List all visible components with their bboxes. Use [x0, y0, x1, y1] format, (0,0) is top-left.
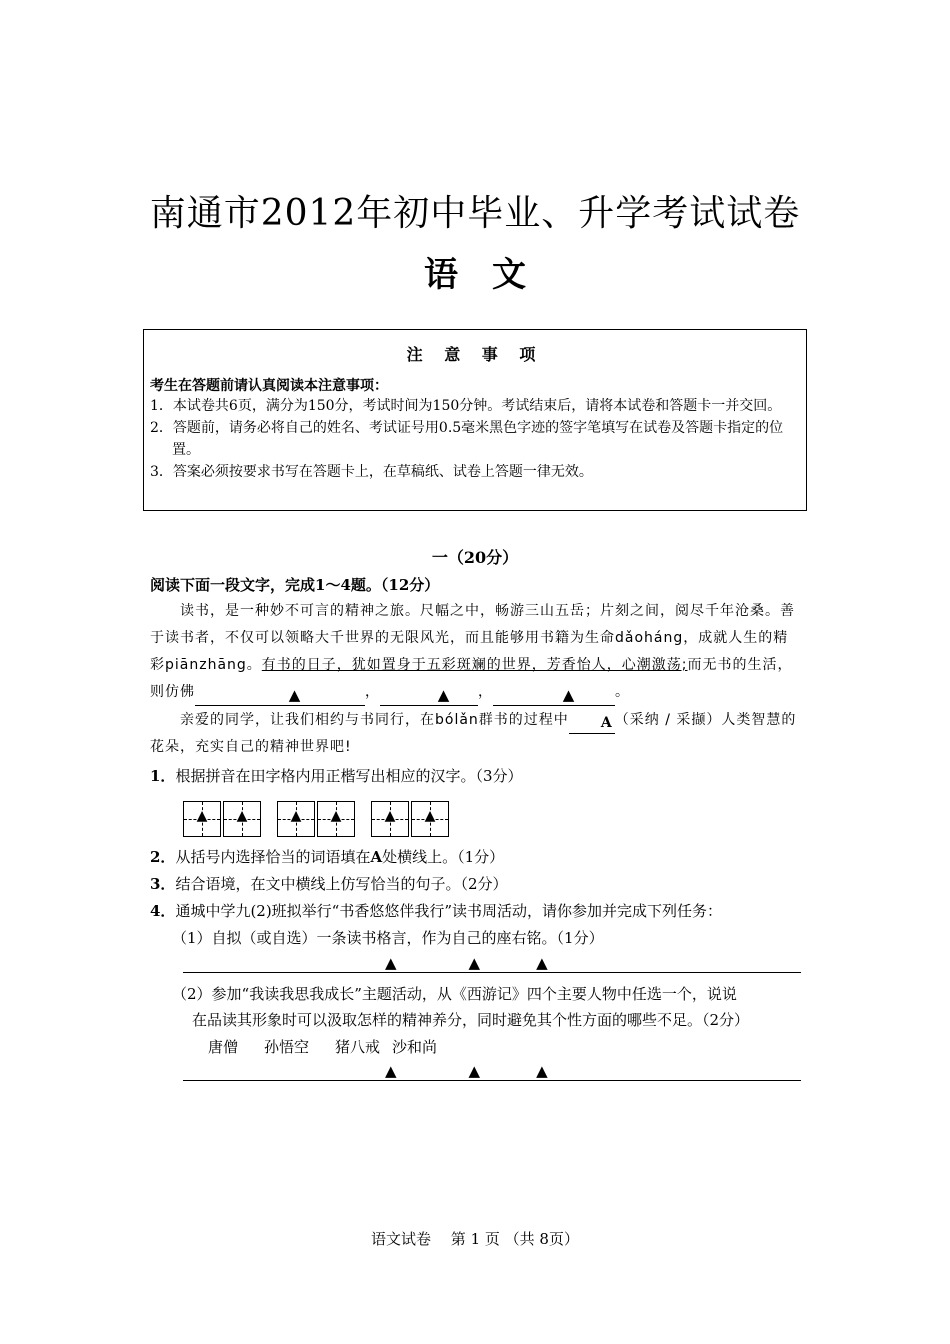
tianzige-cell[interactable] [277, 801, 315, 837]
pinyin-bolan: bólǎn [435, 712, 479, 728]
question-4-1: （1）自拟（或自选）一条读书格言，作为自己的座右铭。（1分） [172, 929, 604, 947]
passage-paragraph-2 [150, 707, 800, 761]
answer-triangle-icon: ▲ [468, 954, 481, 972]
answer-triangle-icon: ▲ [330, 808, 342, 824]
underlined-sentence: 有书的日子，犹如置身于五彩斑斓的世界，芳香怡人，心潮激荡; [261, 657, 688, 673]
notice-item: 1．本试卷共6页，满分为150分，考试时间为150分钟。考试结束后，请将本试卷和答题卡一并交回。 [150, 398, 782, 414]
answer-marks-1 [385, 954, 548, 972]
passage-text: 。 [246, 657, 262, 673]
punct: 。 [615, 684, 630, 700]
question-number: 1． [150, 767, 176, 785]
answer-triangle-icon: ▲ [290, 808, 302, 824]
question-text: 根据拼音在田字格内用正楷写出相应的汉字。（3分） [175, 767, 523, 785]
passage-text: 群书的过程中 [478, 712, 569, 728]
subject-title: 语文 [424, 255, 560, 295]
answer-triangle-icon: ▲ [536, 954, 548, 972]
question-number: 3． [150, 875, 176, 893]
question-1 [150, 765, 522, 787]
notice-heading: 注 意 事 项 [406, 345, 544, 364]
section-instruction: 阅读下面一段文字，完成1～4题。（12分） [150, 576, 440, 594]
answer-line-2[interactable] [183, 1080, 801, 1081]
question-text: 通城中学九(2)班拟举行“书香悠悠伴我行”读书周活动，请你参加并完成下列任务： [175, 902, 723, 920]
passage-paragraph-1 [150, 598, 800, 706]
passage-text: （采纳 / 采撷）人类智慧的花朵，充实自己的精神世界吧! [150, 712, 797, 755]
question-text: A [370, 848, 383, 866]
section-heading: 一（20分） [431, 548, 519, 567]
passage-text: 亲爱的同学，让我们相约与书同行，在 [180, 712, 435, 728]
fill-blank-a[interactable]: A [569, 713, 615, 734]
tianzige-cell[interactable] [411, 801, 449, 837]
page-footer: 语文试卷 第 1 页 （共 8页） [371, 1230, 579, 1248]
notice-box [143, 329, 807, 511]
tianzige-group [183, 801, 449, 837]
pinyin-daohang: dǎoháng [615, 630, 684, 646]
question-number: 2． [150, 848, 176, 866]
answer-triangle-icon: ▲ [468, 1062, 481, 1080]
character-option: 沙和尚 [392, 1038, 438, 1056]
notice-item: 3．答案必须按要求书写在答题卡上，在草稿纸、试卷上答题一律无效。 [150, 464, 593, 480]
fill-blank-3[interactable] [493, 685, 615, 706]
answer-triangle-icon: ▲ [536, 1062, 548, 1080]
punct: ， [478, 684, 493, 700]
question-number: 4． [150, 902, 176, 920]
notice-lead: 考生在答题前请认真阅读本注意事项： [150, 378, 388, 394]
answer-triangle-icon: ▲ [562, 686, 576, 704]
answer-triangle-icon: ▲ [384, 808, 396, 824]
question-text: 从括号内选择恰当的词语填在 [175, 848, 371, 866]
answer-triangle-icon: ▲ [437, 686, 451, 704]
answer-triangle-icon: ▲ [385, 954, 397, 972]
exam-title: 南通市2012年初中毕业、升学考试试卷 [149, 193, 801, 234]
passage-text: 读书，是一种妙不可言的精神之旅。尺幅之中，畅游三山五岳；片刻之间，阅尽千年沧桑。善于读书者，不仅可以领略大千世界的无限风光，而且能够用书籍为生命 [150, 603, 795, 646]
character-option: 孙悟空 [264, 1038, 310, 1056]
pinyin-pianzhang: piānzhāng [165, 657, 247, 673]
character-list [208, 1036, 437, 1058]
question-3 [150, 873, 507, 895]
tianzige-cell[interactable] [223, 801, 261, 837]
tianzige-cell[interactable] [317, 801, 355, 837]
tianzige-cell[interactable] [371, 801, 409, 837]
question-4-2-line1: （2）参加“我读我思我成长”主题活动，从《西游记》四个主要人物中任选一个，说说 [172, 985, 737, 1003]
fill-blank-1[interactable] [195, 685, 365, 706]
notice-item: 2．答题前，请务必将自己的姓名、考试证号用0.5毫米黑色字迹的签字笔填写在试卷及答题卡指定的位置。 [150, 420, 784, 458]
answer-triangle-icon: ▲ [385, 1062, 397, 1080]
passage-text: 而无书的生活，则仿佛 [150, 657, 793, 700]
question-2 [150, 846, 504, 868]
fill-blank-2[interactable] [380, 685, 478, 706]
question-text: 结合语境，在文中横线上仿写恰当的句子。（2分） [175, 875, 508, 893]
character-option: 唐僧 [208, 1038, 239, 1056]
answer-triangle-icon: ▲ [196, 808, 208, 824]
character-option: 猪八戒 [335, 1038, 381, 1056]
tianzige-cell[interactable] [183, 801, 221, 837]
punct: ， [365, 684, 380, 700]
question-4-2-line2: 在品读其形象时可以汲取怎样的精神养分，同时避免其个性方面的哪些不足。（2分） [192, 1011, 750, 1029]
question-text: 处横线上。（1分） [382, 848, 505, 866]
answer-line-1[interactable] [183, 972, 801, 973]
answer-marks-2 [385, 1062, 548, 1080]
passage-text: ，成就人生的精彩 [150, 630, 789, 673]
answer-triangle-icon: ▲ [236, 808, 248, 824]
question-4 [150, 900, 722, 922]
answer-triangle-icon: ▲ [424, 808, 436, 824]
answer-triangle-icon: ▲ [288, 686, 302, 704]
